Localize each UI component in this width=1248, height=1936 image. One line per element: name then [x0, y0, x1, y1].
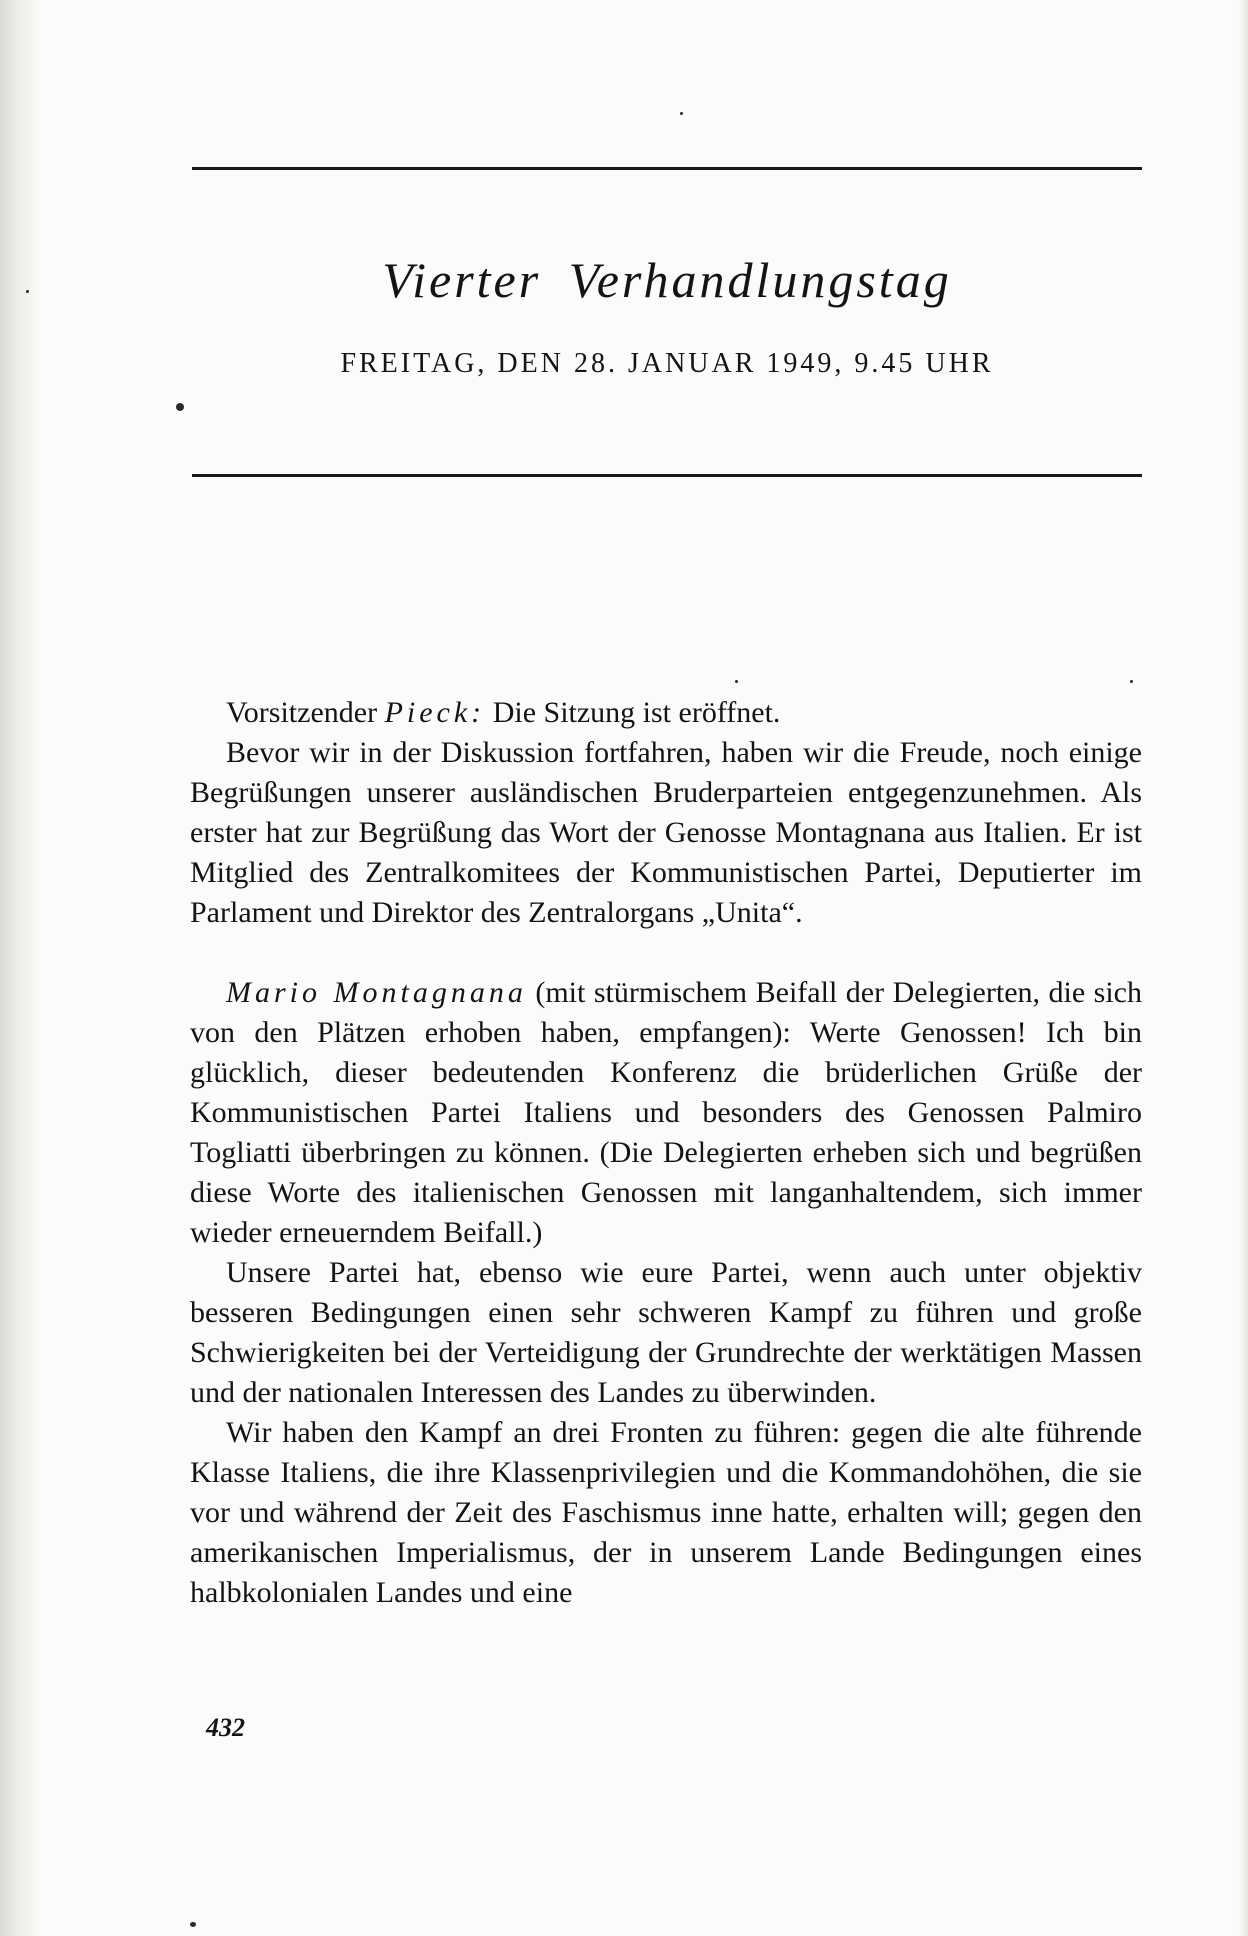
paragraph-opening: [190, 693, 1142, 733]
paragraph: Bevor wir in der Diskussion fortfahren, haben wir die Freude, noch einige Begrüßungen unserer ausländischen Bruderparteien entgegenzunehmen. Als erster hat zur Begrüßung das Wort der Genosse Montagnana aus Italien. Er ist Mitglied des Zentralkomitees der Kommunistischen Partei, Deputierter im Parlament und Direktor des Zentralorgans „Unita“.: [190, 736, 1142, 929]
paragraph: Wir haben den Kampf an drei Fronten zu führen: gegen die alte führende Klasse Italiens, die ihre Klassenprivilegien und die Kommandohöhen, die sie vor und während der Zeit des Faschismus inne hatte, erhalten will; gegen den amerikanischen Imperialismus, der in unserem Lande Bedingungen eines halbkolonialen Landes und eine: [190, 1416, 1142, 1609]
scan-speck: [735, 680, 738, 683]
page-edge-shadow-right: [1238, 0, 1248, 1936]
scan-speck: [176, 403, 184, 411]
dateline: FREITAG, DEN 28. JANUAR 1949, 9.45 UHR: [340, 348, 994, 379]
speaker-name: Mario Montagnana: [226, 976, 527, 1009]
paragraph-text: (mit stürmischem Beifall der Delegierten, die sich von den Plätzen erhoben haben, empfangen): Werte Genossen! Ich bin glücklich, dieser bedeutenden Konferenz die brüderlichen Grüße der Kommunistischen Partei Italiens und besonders des Genossen Palmiro Togliatti überbringen zu können. (Die Delegierten erheben sich und begrüßen diese Worte des italienischen Genossen mit langanhaltendem, sich immer wieder erneuerndem Beifall.): [190, 976, 1142, 1249]
scan-speck: [680, 112, 683, 115]
paragraph-speech: [190, 973, 1142, 1253]
bottom-rule: [192, 474, 1142, 477]
page-number: 432: [206, 1713, 245, 1742]
speaker-name: Pieck:: [384, 696, 486, 729]
body-text: [190, 693, 1142, 1613]
paragraph: Unsere Partei hat, ebenso wie eure Partei, wenn auch unter objektiv besseren Bedingungen einen sehr schweren Kampf zu führen und große Schwierigkeiten bei der Verteidigung der Grundrechte der werktätigen Massen und der nationalen Interessen des Landes zu überwinden.: [190, 1256, 1142, 1409]
speaker-role: Vorsitzender: [226, 696, 385, 729]
scan-speck: [190, 1922, 196, 1927]
top-rule: [192, 167, 1142, 170]
scan-speck: [1130, 680, 1133, 683]
page-edge-shadow: [0, 0, 40, 1936]
paragraph-text: Die Sitzung ist eröffnet.: [485, 696, 781, 729]
scan-speck: [26, 290, 29, 293]
chapter-title: Vierter Verhandlungstag: [382, 252, 952, 308]
